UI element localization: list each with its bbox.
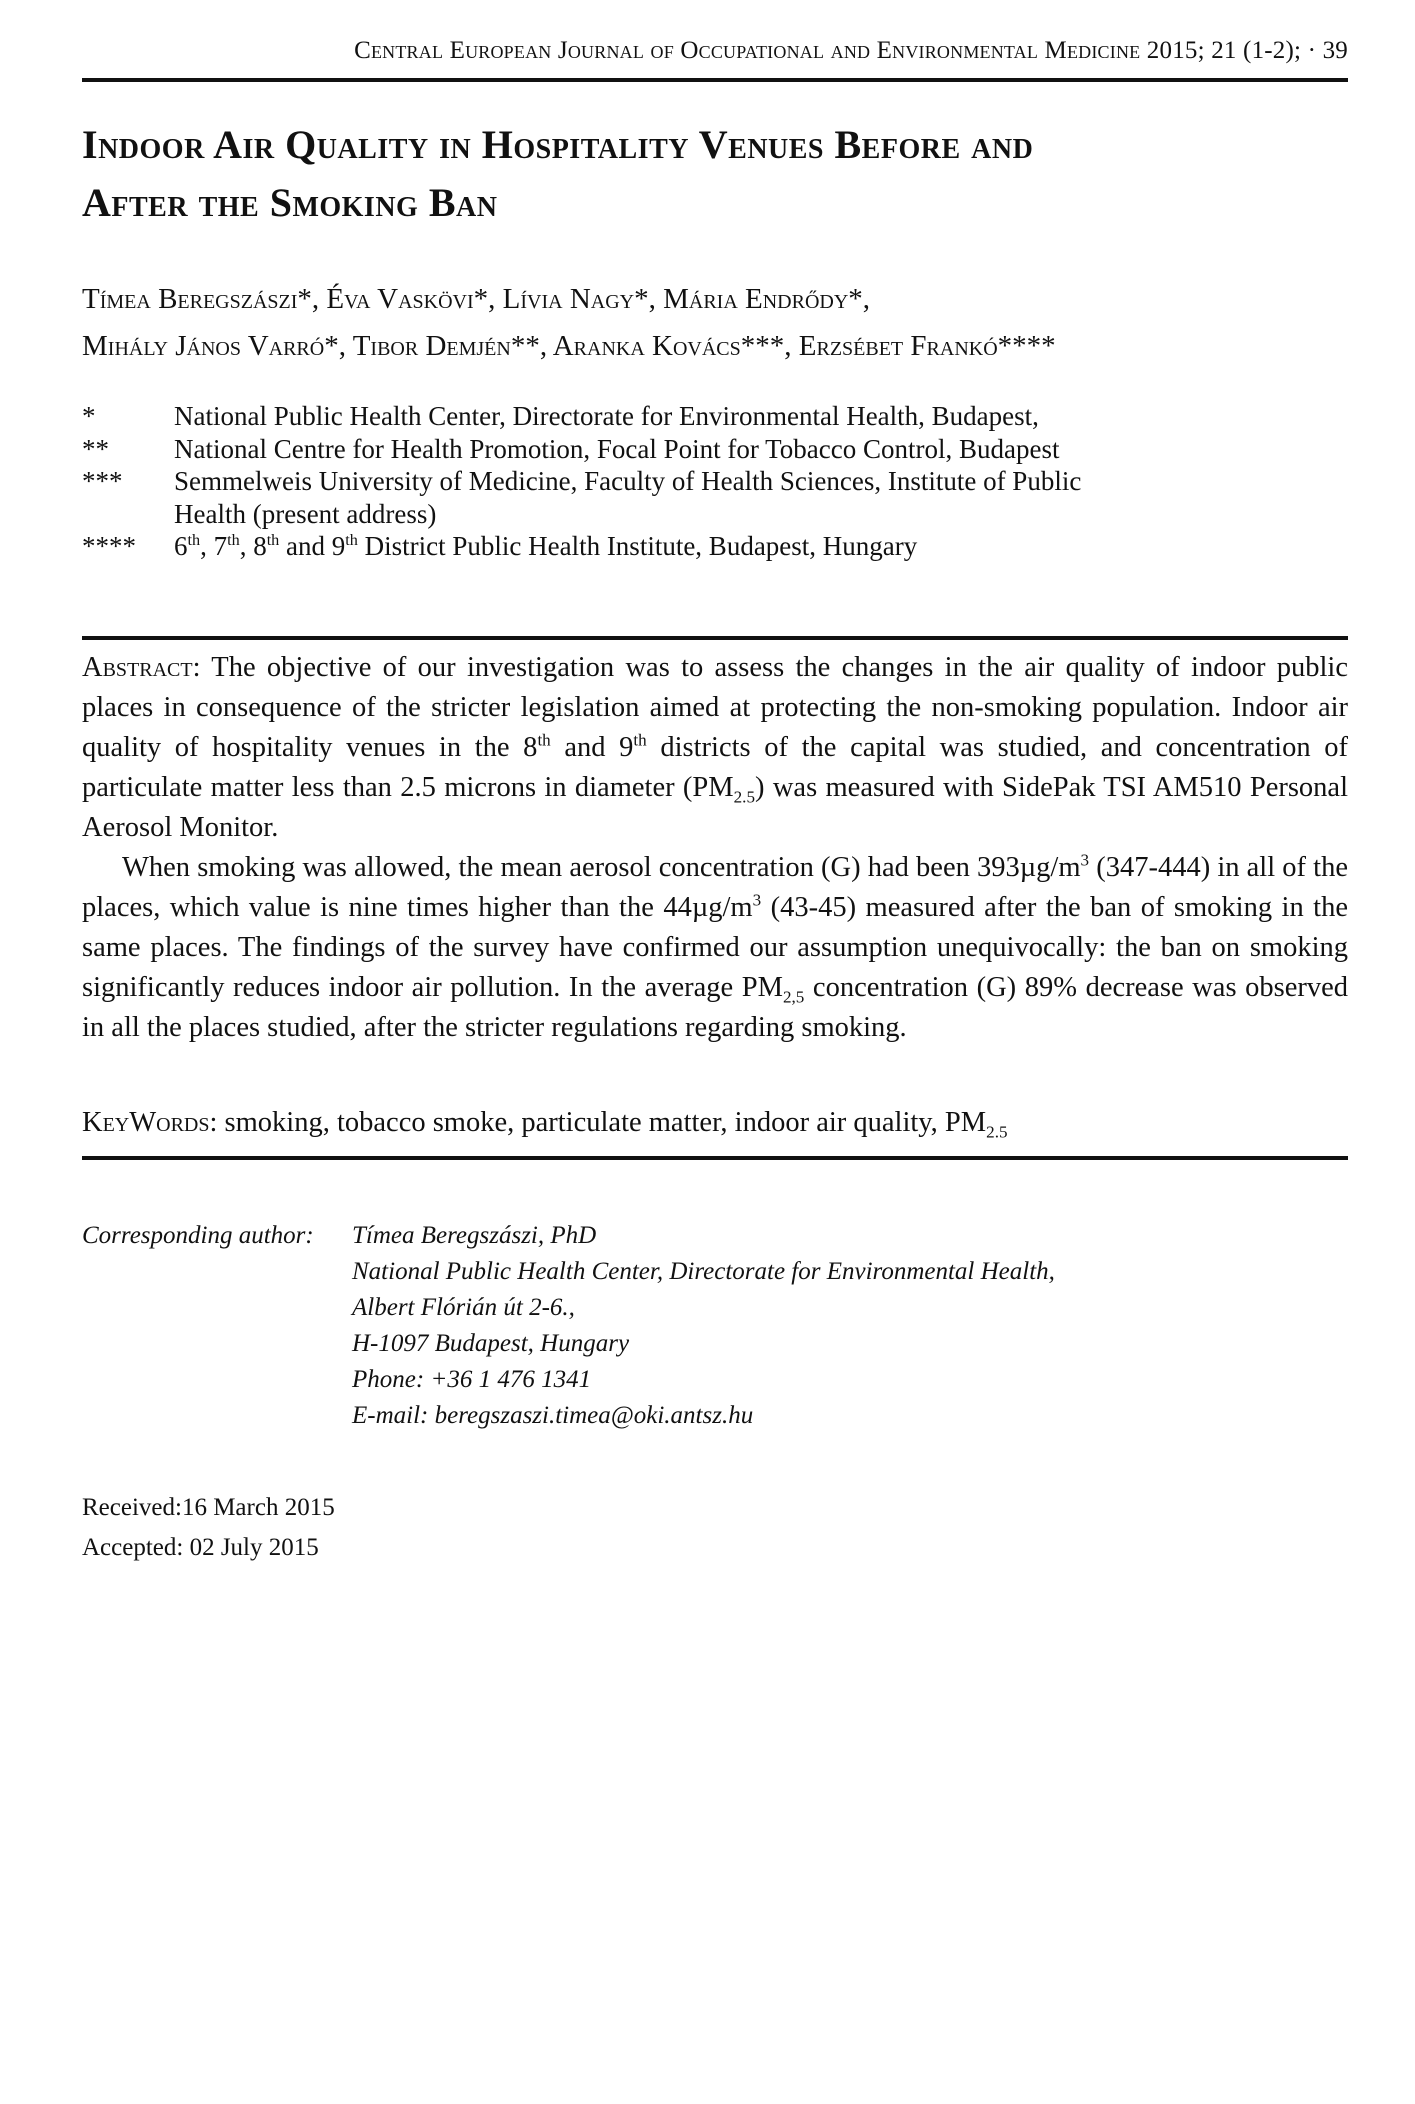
keywords-label: KeyWords:	[82, 1107, 218, 1138]
text-fragment: The objective of our investigation was to assess the changes in the air quality of indoor public places in consequence of the stricter legislation aimed at protecting the non-smoking population. Indoor air quality of hospitality venues in the 8	[82, 652, 1348, 763]
abstract-top-rule	[82, 636, 1348, 640]
subscript: 2.5	[733, 787, 755, 807]
text-fragment: 6	[174, 531, 188, 561]
affiliation-text: National Centre for Health Promotion, Focal Point for Tobacco Control, Budapest	[174, 433, 1060, 464]
affiliation-item	[82, 400, 1348, 433]
text-fragment: (347-444) in all of the places, which value is nine times higher than the 44µg/m	[82, 852, 1349, 923]
author-city: H-1097 Budapest, Hungary	[352, 1330, 630, 1357]
subscript: 2.5	[986, 1122, 1008, 1142]
keywords-text: smoking, tobacco smoke, particulate matter, indoor air quality, PM	[217, 1107, 987, 1138]
article-dates	[82, 1488, 335, 1568]
affiliation-mark: ****	[82, 531, 136, 561]
ordinal-suffix: th	[227, 531, 240, 549]
affiliation-text	[174, 530, 1348, 563]
text-fragment: districts of the capital was studied, and concentration of particulate matter less than 2.5 microns in diameter (PM	[82, 732, 1348, 803]
text-fragment: concentration (G) 89% decrease was observed in all the places studied, after the stricter regulations regarding smoking.	[82, 972, 1349, 1043]
affiliation-mark: ***	[82, 466, 123, 496]
superscript: 3	[752, 890, 762, 910]
author-list	[82, 276, 1348, 370]
authors-line-1: Tímea Beregszászi*, Éva Vaskövi*, Lívia Nagy*, Mária Endrődy*,	[82, 283, 871, 315]
affiliation-continuation: Health (present address)	[174, 498, 437, 529]
affiliation-mark: **	[82, 433, 109, 464]
abstract-paragraph-1	[82, 648, 1348, 848]
ordinal-suffix: th	[345, 531, 358, 549]
text-fragment: , 8	[239, 531, 267, 561]
text-fragment: District Public Health Institute, Budapest, Hungary	[357, 531, 918, 561]
affiliation-item	[82, 530, 1348, 563]
received-date: Received:16 March 2015	[82, 1494, 335, 1521]
abstract-bottom-rule	[82, 1156, 1348, 1160]
corresponding-author-label: Corresponding author:	[82, 1222, 314, 1249]
affiliation-text: National Public Health Center, Directorate for Environmental Health, Budapest,	[174, 401, 1039, 431]
corresponding-author-details	[352, 1218, 1348, 1434]
affiliations	[82, 400, 1348, 563]
affiliation-mark: *	[82, 401, 96, 431]
ordinal-suffix: th	[266, 531, 280, 549]
affiliation-text: Semmelweis University of Medicine, Faculty of Health Sciences, Institute of Public	[174, 466, 1082, 496]
abstract-label: Abstract:	[82, 652, 201, 683]
corresponding-author	[82, 1218, 1348, 1434]
accepted-date: Accepted: 02 July 2015	[82, 1534, 319, 1561]
title-line-2: After the Smoking Ban	[82, 180, 498, 225]
text-fragment: When smoking was allowed, the mean aerosol concentration (G) had been 393µg/m	[122, 852, 1081, 883]
text-fragment: (43-45) measured after the ban of smoking in the same places. The findings of the survey have confirmed our assumption unequivocally: the ban on smoking significantly reduces indoor air pollution. In the average PM	[82, 892, 1348, 1003]
title-line-1: Indoor Air Quality in Hospitality Venues Before and	[82, 122, 1034, 167]
author-name: Tímea Beregszászi, PhD	[352, 1222, 597, 1249]
author-email: E-mail: beregszaszi.timea@oki.antsz.hu	[352, 1402, 754, 1429]
ordinal-suffix: th	[633, 730, 647, 750]
abstract-paragraph-2	[82, 848, 1348, 1048]
article-title	[82, 116, 1348, 232]
authors-line-2: Mihály János Varró*, Tibor Demjén**, Aranka Kovács***, Erzsébet Frankó****	[82, 330, 1056, 362]
abstract	[82, 648, 1348, 1048]
ordinal-suffix: th	[537, 730, 551, 750]
affiliation-item	[82, 465, 1348, 498]
text-fragment: and 9	[550, 732, 634, 763]
ordinal-suffix: th	[187, 531, 201, 549]
text-fragment: and 9	[279, 531, 346, 561]
author-phone: Phone: +36 1 476 1341	[352, 1366, 592, 1393]
superscript: 3	[1080, 850, 1090, 870]
running-head	[82, 36, 1348, 66]
text-fragment: , 7	[200, 531, 228, 561]
affiliation-item	[82, 433, 1348, 466]
author-institution: National Public Health Center, Directorate for Environmental Health,	[352, 1258, 1055, 1285]
author-street: Albert Flórián út 2-6.,	[352, 1294, 575, 1321]
keywords	[82, 1103, 1348, 1143]
citation: 2015; 21 (1-2); · 39	[1146, 37, 1348, 64]
header-rule	[82, 78, 1348, 82]
journal-name: Central European Journal of Occupational and Environmental Medicine	[354, 37, 1141, 64]
subscript: 2,5	[782, 987, 805, 1007]
text-fragment: ) was measured with SidePak TSI AM510 Personal Aerosol Monitor.	[82, 772, 1348, 843]
